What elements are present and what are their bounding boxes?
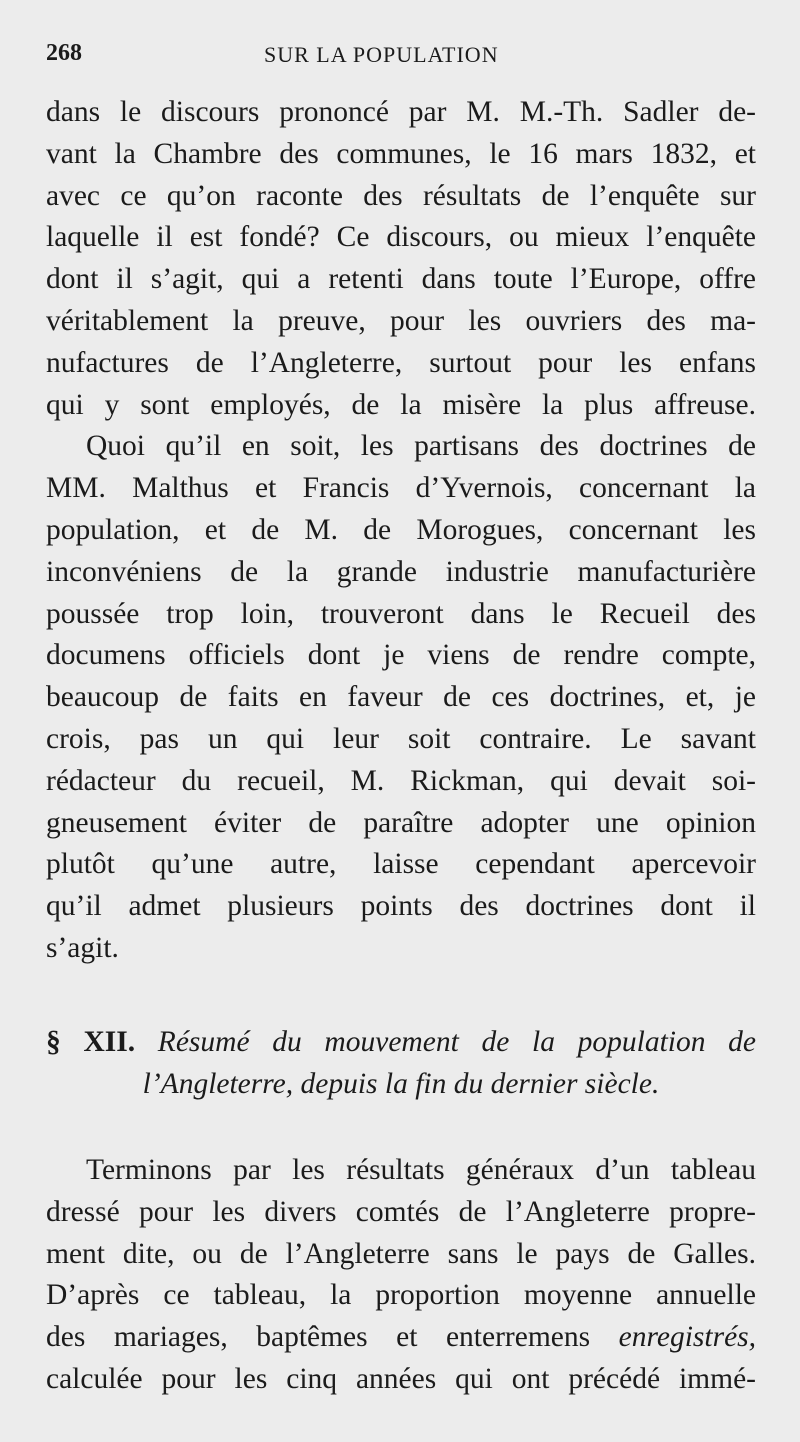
text-line: avec ce qu’on raconte des résultats de l’enquête sur [46, 179, 756, 212]
text-line: MM. Malthus et Francis d’Yvernois, concernant la [46, 472, 756, 505]
text-line: laquelle il est fondé? Ce discours, ou mieux l’enquête [46, 221, 756, 254]
text-line: documens officiels dont je viens de rendre compte, [46, 639, 756, 672]
text-line: dans le discours prononcé par M. M.-Th. Sadler de- [46, 96, 756, 128]
body-text [46, 92, 756, 970]
page-number: 268 [46, 40, 82, 66]
text-line: inconvéniens de la grande industrie manufacturière [46, 555, 756, 588]
text-line: population, et de M. de Morogues, concernant les [46, 513, 756, 546]
section-heading-line-1 [46, 1022, 756, 1064]
section-number: § XII. [46, 1026, 136, 1058]
section-title-part-1: Résumé du mouvement de la population de [157, 1026, 757, 1058]
section-heading [46, 1022, 756, 1106]
italic-word: enregistrés, [618, 1321, 757, 1354]
text-line: vant la Chambre des communes, le 16 mars 1832, et [46, 137, 756, 170]
text-line: véritablement la preuve, pour les ouvriers des ma- [46, 304, 756, 337]
running-head: SUR LA POPULATION [264, 42, 499, 67]
text-line: rédacteur du recueil, M. Rickman, qui devait soi- [46, 764, 756, 797]
text-line: dressé pour les divers comtés de l’Angleterre propre- [46, 1195, 756, 1228]
section-title-part-2: l’Angleterre, depuis la fin du dernier siècle. [142, 1067, 660, 1100]
text-segment: des mariages, baptêmes et enterremens [46, 1321, 591, 1354]
text-line: Terminons par les résultats généraux d’un tableau [86, 1154, 756, 1186]
text-line: qu’il admet plusieurs points des doctrines dont il [46, 890, 756, 923]
text-line: poussée trop loin, trouveront dans le Recueil des [46, 597, 756, 630]
text-line [46, 1317, 756, 1359]
text-line: plutôt qu’une autre, laisse cependant apercevoir [46, 848, 756, 881]
text-line: dont il s’agit, qui a retenti dans toute l’Europe, offre [46, 263, 756, 296]
text-line: gneusement éviter de paraître adopter une opinion [46, 806, 756, 839]
text-line: ment dite, ou de l’Angleterre sans le pays de Galles. [46, 1237, 756, 1270]
text-line: s’agit. [46, 931, 119, 964]
body-text-continued [46, 1150, 756, 1401]
text-line: D’après ce tableau, la proportion moyenne annuelle [46, 1279, 756, 1312]
page-header [46, 40, 746, 76]
text-line: qui y sont employés, de la misère la plus affreuse. [46, 388, 756, 421]
text-line: beaucoup de faits en faveur de ces doctrines, et, je [46, 681, 756, 714]
text-line: nufactures de l’Angleterre, surtout pour les enfans [46, 346, 756, 379]
text-line: crois, pas un qui leur soit contraire. Le savant [46, 722, 756, 755]
text-line: calculée pour les cinq années qui ont précédé immé- [46, 1362, 756, 1395]
text-line: Quoi qu’il en soit, les partisans des doctrines de [86, 430, 756, 463]
